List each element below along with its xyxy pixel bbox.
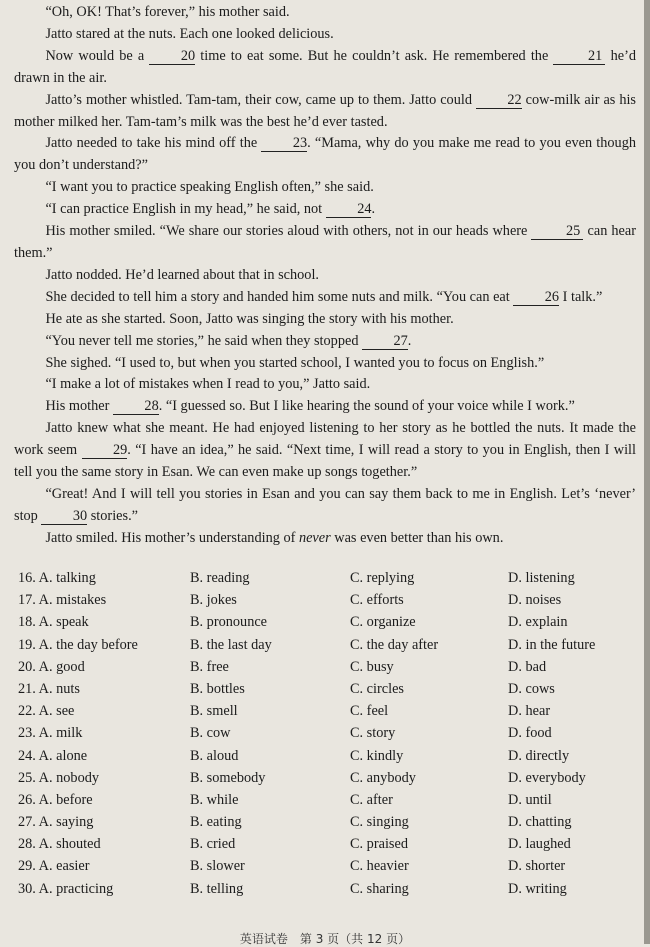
option-choice[interactable]: B. cried [190,836,236,853]
question-options-row [18,703,638,725]
option-choice[interactable]: B. bottles [190,680,245,697]
option-choice[interactable]: C. anybody [350,769,416,786]
passage-paragraph [14,265,636,287]
passage-paragraph [14,374,636,396]
option-choice[interactable]: C. heavier [350,858,409,875]
passage-text: Jatto smiled. His mother’s understanding of [45,529,299,546]
passage-text: “You never tell me stories,” he said when they stopped [45,332,363,349]
passage-text: . “Mama, why do you make me read to you even though you don’t understand?” [14,135,636,174]
option-choice[interactable]: D. writing [508,880,567,897]
option-choice[interactable]: 17. A. mistakes [18,592,107,609]
option-choice[interactable]: D. until [508,791,552,808]
passage-text: His mother [45,398,113,415]
option-choice[interactable]: C. sharing [350,880,409,897]
question-options-row [18,836,638,858]
option-choice[interactable]: D. listening [508,570,575,586]
passage-paragraph [14,133,636,177]
passage-text: “I can practice English in my head,” he said, not [45,201,326,218]
passage-paragraph [14,287,636,309]
answer-blank[interactable]: 30 [41,509,87,525]
option-choice[interactable]: D. noises [508,592,562,609]
question-options-row [18,637,638,659]
question-options-row [18,881,638,903]
passage-text: His mother smiled. “We share our stories aloud with others, not in our heads where [45,223,532,240]
question-options-row [18,792,638,814]
question-options-row [18,770,638,792]
question-options-row [18,858,638,880]
option-choice[interactable]: B. smell [190,703,238,720]
cloze-passage [14,2,636,550]
passage-text: Jatto needed to take his mind off the [45,135,262,152]
passage-paragraph [14,528,636,550]
passage-text: . “I have an idea,” he said. “Next time, I will read a story to you in English, then I will tell you the same story in Esan. We can even make up songs together.” [14,442,636,481]
option-choice[interactable]: 20. A. good [18,658,85,675]
passage-paragraph [14,331,636,353]
option-choice[interactable]: 22. A. see [18,703,75,720]
question-options-row [18,614,638,636]
option-choice[interactable]: 23. A. milk [18,725,83,742]
option-choice[interactable]: 24. A. alone [18,747,88,764]
option-choice[interactable]: 19. A. the day before [18,636,138,653]
passage-text: He ate as she started. Soon, Jatto was singing the story with his mother. [45,310,454,327]
passage-text: “I make a lot of mistakes when I read to you,” Jatto said. [45,376,371,393]
option-choice[interactable]: C. feel [350,703,389,720]
question-options-row [18,814,638,836]
passage-paragraph [14,396,636,418]
option-choice[interactable]: B. cow [190,725,231,742]
passage-text: cow-milk air as his mother milked her. Tam-tam’s milk was the best he’d ever tasted. [14,91,637,130]
option-choice[interactable]: C. singing [350,814,409,831]
option-choice[interactable]: D. bad [508,658,547,675]
option-choice[interactable]: B. free [190,658,229,675]
option-choice[interactable]: C. replying [350,570,415,586]
passage-text: Jatto’s mother whistled. Tam-tam, their cow, came up to them. Jatto could [45,91,476,108]
answer-blank[interactable]: 20 [149,49,195,65]
option-choice[interactable]: D. in the future [508,636,596,653]
passage-paragraph [14,484,636,528]
option-choice[interactable]: C. the day after [350,636,439,653]
option-choice[interactable]: D. shorter [508,858,566,875]
option-choice[interactable]: D. food [508,725,552,742]
option-choice[interactable]: 18. A. speak [18,614,89,631]
passage-text: “Oh, OK! That’s forever,” his mother said. [45,4,290,20]
answer-blank[interactable]: 28 [113,399,159,415]
question-options-row [18,570,638,592]
passage-text: was even better than his own. [330,529,504,546]
passage-text: stories.” [87,507,138,524]
passage-paragraph [14,90,636,134]
option-choice[interactable]: D. chatting [508,814,572,831]
option-choice[interactable]: 26. A. before [18,791,93,808]
option-choice[interactable]: D. cows [508,680,555,697]
passage-paragraph [14,177,636,199]
passage-text: can hear them.” [14,223,636,261]
passage-paragraph [14,2,636,24]
option-choice[interactable]: B. aloud [190,747,239,764]
answer-blank[interactable]: 24 [326,202,372,218]
option-choice[interactable]: D. laughed [508,836,571,853]
option-choice[interactable]: 29. A. easier [18,858,90,875]
question-options-row [18,592,638,614]
option-choice[interactable]: C. story [350,725,396,742]
passage-text: “Great! And I will tell you stories in Esan and you can say them back to me in English. Let’s ‘never’ stop [14,485,636,524]
passage-text: She sighed. “I used to, but when you started school, I wanted you to focus on English.” [45,354,545,371]
option-choice[interactable]: B. pronounce [190,614,268,631]
option-choice[interactable]: B. the last day [190,636,272,653]
passage-text: he’d drawn in the air. [14,47,636,86]
option-choice[interactable]: B. slower [190,858,245,875]
passage-text: Jatto knew what she meant. He had enjoyed listening to her story as he bottled the nuts. It made the work seem [14,420,636,459]
passage-text: . [371,201,376,218]
passage-paragraph [14,199,636,221]
option-choice[interactable]: 16. A. talking [18,570,96,586]
emphasized-word: never [298,529,331,546]
option-choice[interactable]: B. while [190,791,239,808]
option-choice[interactable]: C. busy [350,658,394,675]
option-choice[interactable]: B. somebody [190,769,266,786]
passage-paragraph [14,418,636,484]
passage-paragraph [14,24,636,46]
passage-text: Now would be a [45,47,150,64]
option-choice[interactable]: 25. A. nobody [18,769,100,786]
option-choice[interactable]: C. kindly [350,747,404,764]
answer-blank[interactable]: 22 [476,93,522,109]
question-options-row [18,659,638,681]
passage-text: Jatto nodded. He’d learned about that in school. [45,266,320,283]
answer-options [18,570,638,903]
option-choice[interactable]: C. organize [350,614,416,631]
answer-blank[interactable]: 29 [82,443,128,459]
option-choice[interactable]: 30. A. practicing [18,880,114,897]
question-options-row [18,681,638,703]
option-choice[interactable]: 28. A. shouted [18,836,101,853]
passage-text: time to eat some. But he couldn’t ask. He remembered the [195,47,554,64]
option-choice[interactable]: C. circles [350,680,404,697]
option-choice[interactable]: C. after [350,791,393,808]
passage-text: “I want you to practice speaking English often,” she said. [45,179,374,196]
answer-blank[interactable]: 21 [553,49,605,65]
passage-text: . [407,332,412,349]
passage-paragraph [14,46,636,90]
option-choice[interactable]: C. praised [350,836,408,853]
passage-text: . “I guessed so. But I like hearing the sound of your voice while I work.” [158,398,575,415]
question-options-row [18,748,638,770]
answer-blank[interactable]: 26 [513,290,559,306]
passage-paragraph [14,309,636,331]
passage-text: She decided to tell him a story and handed him some nuts and milk. “You can eat [45,288,514,305]
passage-text: Jatto stared at the nuts. Each one looked delicious. [45,25,334,42]
page-footer: 英语试卷 第 3 页（共 12 页） [239,932,411,946]
option-choice[interactable]: D. explain [508,614,568,631]
option-choice[interactable]: C. efforts [350,592,404,609]
option-choice[interactable]: D. hear [508,703,551,720]
option-choice[interactable]: D. directly [508,747,570,764]
passage-paragraph [14,353,636,375]
page-edge-shadow [644,0,650,944]
answer-blank[interactable]: 23 [261,136,307,152]
answer-blank[interactable]: 27 [362,334,408,350]
option-choice[interactable]: B. eating [190,814,242,831]
option-choice[interactable]: B. reading [190,570,250,586]
option-choice[interactable]: D. everybody [508,769,586,786]
option-choice[interactable]: 27. A. saying [18,814,94,831]
answer-blank[interactable]: 25 [531,224,583,240]
question-options-row [18,725,638,747]
option-choice[interactable]: B. telling [190,880,244,897]
passage-text: I talk.” [559,288,603,305]
option-choice[interactable]: 21. A. nuts [18,680,80,697]
option-choice[interactable]: B. jokes [190,592,237,609]
passage-paragraph [14,221,636,265]
